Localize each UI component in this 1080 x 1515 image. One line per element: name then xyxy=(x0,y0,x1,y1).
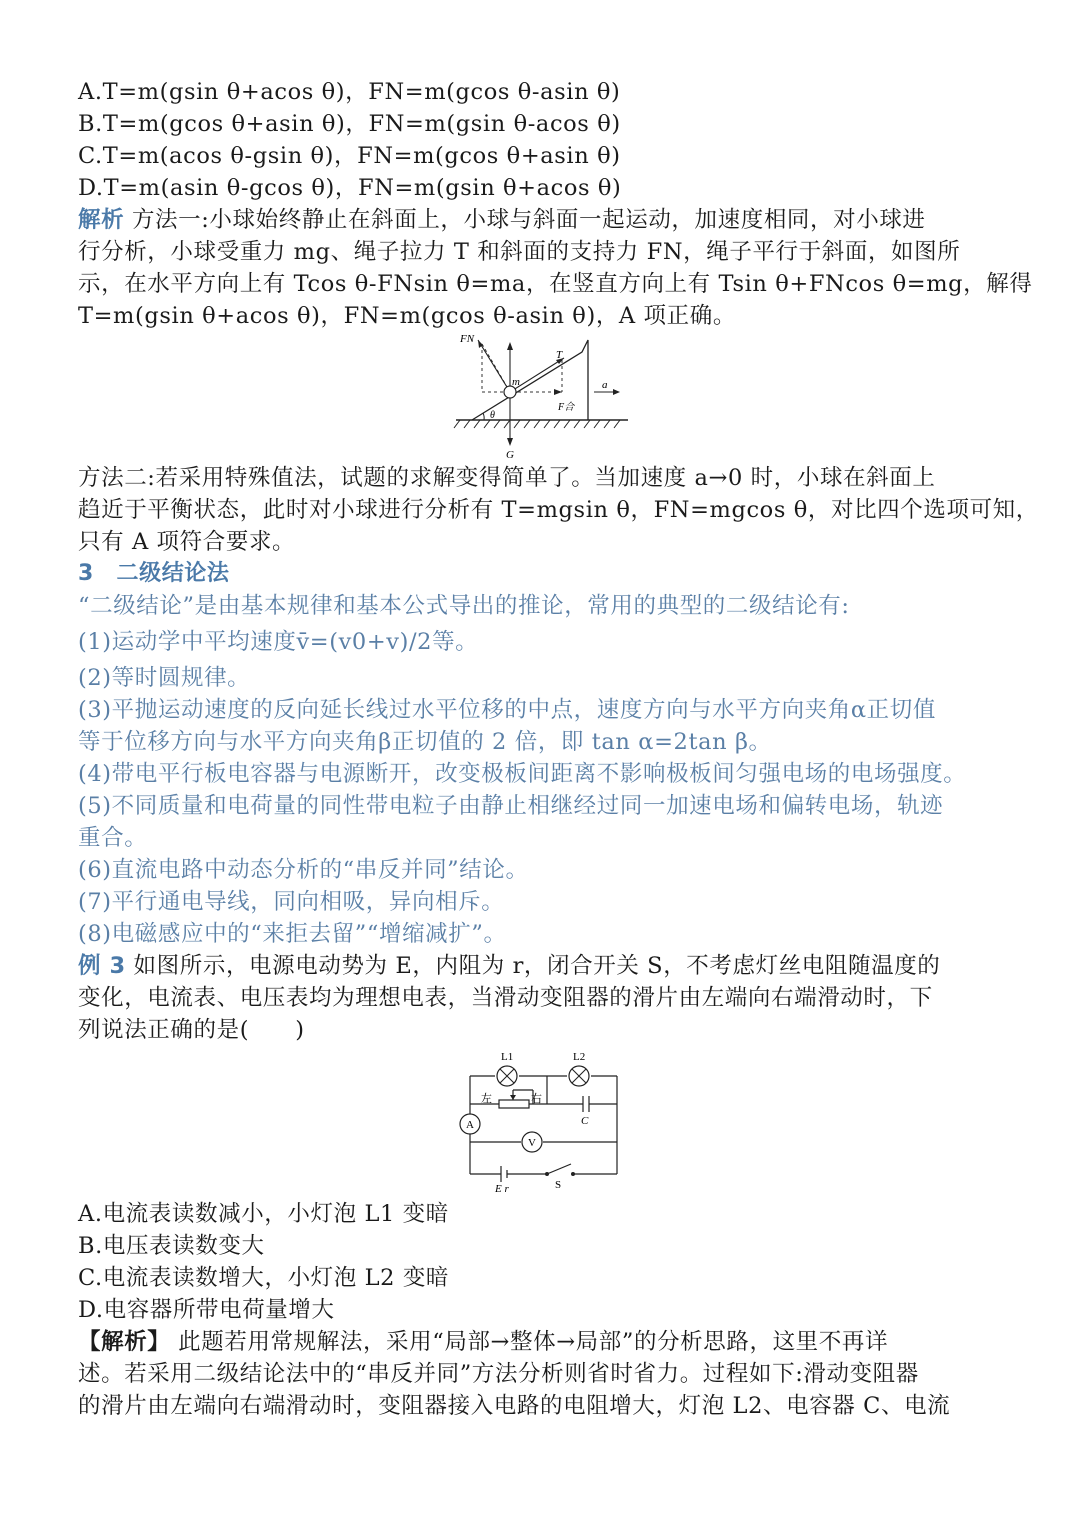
example3-line-3: 列说法正确的是( ) xyxy=(78,1017,305,1043)
incline-force-diagram xyxy=(452,330,632,465)
option-d: D.T=m(asin θ-gcos θ)，FN=m(gsin θ+acos θ) xyxy=(78,175,622,201)
option-c: C.T=m(acos θ-gsin θ)，FN=m(gcos θ+asin θ) xyxy=(78,143,621,169)
option-a: A.T=m(gsin θ+acos θ)，FN=m(gcos θ-asin θ) xyxy=(78,79,621,105)
ex3-option-c: C.电流表读数增大，小灯泡 L2 变暗 xyxy=(78,1265,450,1291)
method2-line-1: 方法二:若采用特殊值法，试题的求解变得简单了。当加速度 a→0 时，小球在斜面上 xyxy=(78,465,936,491)
analysis3-line-1: 【解析】 此题若用常规解法，采用“局部→整体→局部”的分析思路，这里不再详 xyxy=(78,1329,889,1355)
rheostat-left-label: 左 xyxy=(481,1093,492,1105)
example3-label: 例 3 xyxy=(78,953,126,979)
theta-label: θ xyxy=(490,410,495,421)
section-line-4: (4)带电平行板电容器与电源断开，改变极板间距离不影响极板间匀强电场的电场强度。 xyxy=(78,761,967,787)
analysis1-line-3: 示，在水平方向上有 Tcos θ-FNsin θ=ma，在竖直方向上有 Tsin θ+FNcos θ=mg，解得 xyxy=(78,271,1033,297)
analysis3-label: 【解析】 xyxy=(78,1329,171,1355)
m-label: m xyxy=(512,376,520,388)
analysis3-line-3: 的滑片由左端向右端滑动时，变阻器接入电路的电阻增大，灯泡 L2、电容器 C、电流 xyxy=(78,1393,951,1419)
section-line-intro: “二级结论”是由基本规律和基本公式导出的推论，常用的典型的二级结论有: xyxy=(78,593,850,619)
section-heading: 3 二级结论法 xyxy=(78,561,230,586)
section-line-7: (7)平行通电导线，同向相吸，异向相斥。 xyxy=(78,889,505,915)
analysis1-label: 解析 xyxy=(78,207,125,233)
fhe-label: F合 xyxy=(558,402,575,413)
option-b: B.T=m(gcos θ+asin θ)，FN=m(gsin θ-acos θ) xyxy=(78,111,621,137)
section-line-5a: (5)不同质量和电荷量的同性带电粒子由静止相继经过同一加速电场和偏转电场，轨迹 xyxy=(78,793,944,819)
rheostat-right-label: 右 xyxy=(531,1093,542,1105)
ex3-option-d: D.电容器所带电荷量增大 xyxy=(78,1297,335,1323)
section-line-8: (8)电磁感应中的“来拒去留”“增缩减扩”。 xyxy=(78,921,507,947)
section-line-3b: 等于位移方向与水平方向夹角β正切值的 2 倍，即 tan α=2tan β。 xyxy=(78,729,772,755)
l1-label: L1 xyxy=(501,1051,514,1063)
section-line-1: (1)运动学中平均速度v̄=(v0+v)/2等。 xyxy=(78,629,479,655)
example3-line-1: 例 3 如图所示，电源电动势为 E，内阻为 r，闭合开关 S，不考虑灯丝电阻随温度的 xyxy=(78,953,941,979)
analysis3-line-2: 述。若采用二级结论法中的“串反并同”方法分析则省时省力。过程如下:滑动变阻器 xyxy=(78,1361,919,1387)
section-line-3a: (3)平抛运动速度的反向延长线过水平位移的中点，速度方向与水平方向夹角α正切值 xyxy=(78,697,936,723)
switch-label: S xyxy=(555,1179,562,1191)
section-line-6: (6)直流电路中动态分析的“串反并同”结论。 xyxy=(78,857,529,883)
section-line-2: (2)等时圆规律。 xyxy=(78,665,251,691)
fn-label: FN xyxy=(460,333,475,345)
g-label: G xyxy=(506,449,514,461)
ex3-option-a: A.电流表读数减小，小灯泡 L1 变暗 xyxy=(78,1201,449,1227)
analysis1-line-4: T=m(gsin θ+acos θ)，FN=m(gcos θ-asin θ)，A 项正确。 xyxy=(78,303,736,329)
method2-line-2: 趋近于平衡状态，此时对小球进行分析有 T=mgsin θ，FN=mgcos θ，对比四个选项可知， xyxy=(78,497,1039,523)
circuit-diagram xyxy=(455,1046,625,1194)
capacitor-label: C xyxy=(581,1115,589,1127)
l2-label: L2 xyxy=(573,1051,586,1063)
a-label: a xyxy=(602,379,608,391)
ex3-option-b: B.电压表读数变大 xyxy=(78,1233,265,1259)
analysis1-line-2: 行分析，小球受重力 mg、绳子拉力 T 和斜面的支持力 FN，绳子平行于斜面，如图所 xyxy=(78,239,961,265)
t-label: T xyxy=(556,349,563,361)
example3-line-2: 变化，电流表、电压表均为理想电表，当滑动变阻器的滑片由左端向右端滑动时，下 xyxy=(78,985,933,1011)
voltmeter-icon: V xyxy=(528,1137,536,1149)
ammeter-icon: A xyxy=(466,1119,474,1131)
battery-label: E r xyxy=(495,1183,509,1194)
section-line-5b: 重合。 xyxy=(78,825,148,851)
analysis1-line-1: 解析 方法一:小球始终静止在斜面上，小球与斜面一起运动，加速度相同，对小球进 xyxy=(78,207,926,233)
method2-line-3: 只有 A 项符合要求。 xyxy=(78,529,296,555)
